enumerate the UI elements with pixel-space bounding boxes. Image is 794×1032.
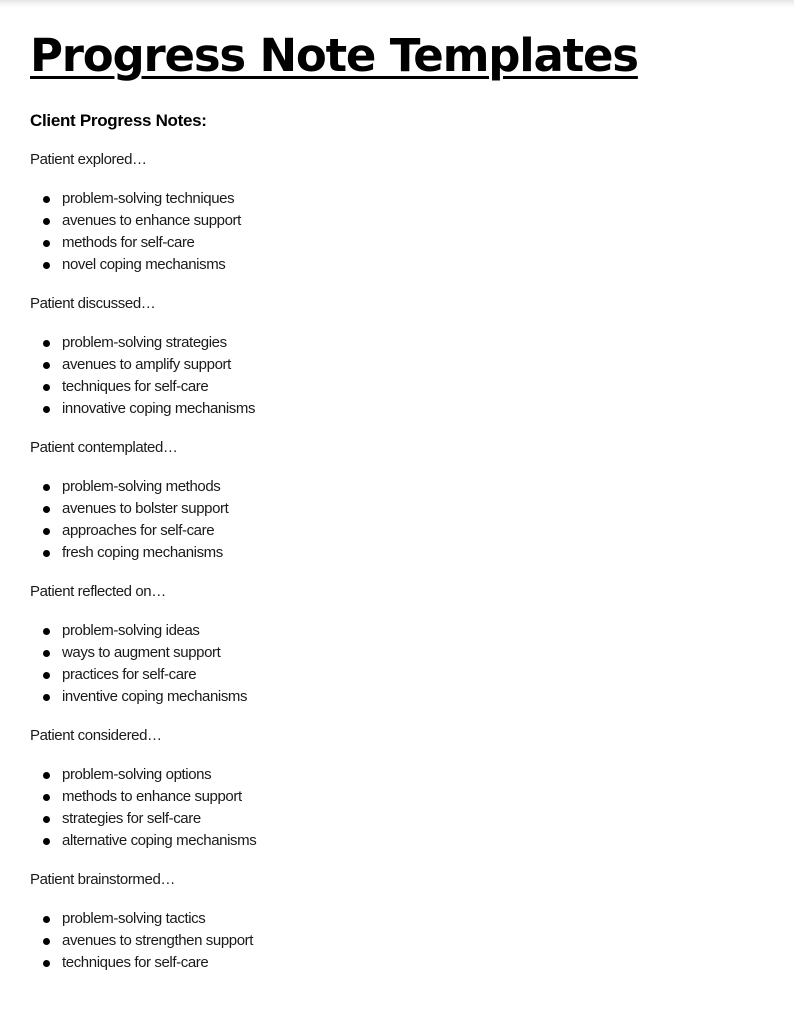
- list-item-text: problem-solving techniques: [62, 190, 235, 207]
- list-item-text: methods to enhance support: [62, 788, 242, 805]
- note-section: [30, 438, 770, 564]
- bullet-list: [30, 332, 770, 420]
- list-item: [30, 254, 770, 276]
- bullet-list: [30, 188, 770, 276]
- section-heading: Patient reflected on…: [30, 583, 166, 600]
- list-item: [30, 232, 770, 254]
- bullet-icon: [43, 916, 50, 923]
- list-item: [30, 764, 770, 786]
- list-item-text: avenues to enhance support: [62, 212, 241, 229]
- list-item: [30, 808, 770, 830]
- list-item: [30, 642, 770, 664]
- bullet-list: [30, 764, 770, 852]
- list-item: [30, 354, 770, 376]
- page-top-shadow: [0, 0, 794, 8]
- note-section: [30, 870, 770, 974]
- bullet-icon: [43, 240, 50, 247]
- list-item: [30, 542, 770, 564]
- list-item-text: techniques for self-care: [62, 954, 209, 971]
- list-item-text: practices for self-care: [62, 666, 197, 683]
- list-item: [30, 952, 770, 974]
- bullet-icon: [43, 938, 50, 945]
- list-item-text: inventive coping mechanisms: [62, 688, 248, 705]
- list-item: [30, 830, 770, 852]
- section-heading: Patient discussed…: [30, 295, 156, 312]
- bullet-icon: [43, 650, 50, 657]
- list-item-text: avenues to amplify support: [62, 356, 231, 373]
- bullet-icon: [43, 794, 50, 801]
- list-item: [30, 376, 770, 398]
- bullet-icon: [43, 816, 50, 823]
- list-item-text: techniques for self-care: [62, 378, 209, 395]
- section-heading: Patient contemplated…: [30, 439, 178, 456]
- bullet-list: [30, 620, 770, 708]
- list-item-text: innovative coping mechanisms: [62, 400, 256, 417]
- section-heading: Patient brainstormed…: [30, 871, 176, 888]
- list-item-text: avenues to bolster support: [62, 500, 229, 517]
- list-item-text: approaches for self-care: [62, 522, 215, 539]
- list-item-text: alternative coping mechanisms: [62, 832, 257, 849]
- bullet-list: [30, 476, 770, 564]
- bullet-icon: [43, 960, 50, 967]
- list-item: [30, 620, 770, 642]
- list-item-text: problem-solving tactics: [62, 910, 206, 927]
- list-item: [30, 188, 770, 210]
- list-item: [30, 664, 770, 686]
- note-section: [30, 150, 770, 276]
- list-item: [30, 210, 770, 232]
- bullet-icon: [43, 406, 50, 413]
- bullet-icon: [43, 550, 50, 557]
- bullet-icon: [43, 628, 50, 635]
- bullet-icon: [43, 484, 50, 491]
- bullet-list: [30, 908, 770, 974]
- list-item: [30, 908, 770, 930]
- list-item: [30, 332, 770, 354]
- list-item-text: strategies for self-care: [62, 810, 201, 827]
- bullet-icon: [43, 838, 50, 845]
- bullet-icon: [43, 218, 50, 225]
- note-section: [30, 294, 770, 420]
- list-item-text: problem-solving methods: [62, 478, 221, 495]
- section-heading: Patient explored…: [30, 151, 147, 168]
- bullet-icon: [43, 672, 50, 679]
- bullet-icon: [43, 506, 50, 513]
- list-item: [30, 520, 770, 542]
- list-item-text: avenues to strengthen support: [62, 932, 254, 949]
- list-item-text: methods for self-care: [62, 234, 195, 251]
- list-item-text: problem-solving strategies: [62, 334, 227, 351]
- list-item: [30, 476, 770, 498]
- bullet-icon: [43, 362, 50, 369]
- list-item-text: fresh coping mechanisms: [62, 544, 223, 561]
- list-item: [30, 398, 770, 420]
- bullet-icon: [43, 262, 50, 269]
- list-item-text: ways to augment support: [62, 644, 221, 661]
- list-item-text: problem-solving ideas: [62, 622, 200, 639]
- bullet-icon: [43, 384, 50, 391]
- document-subtitle: Client Progress Notes:: [30, 111, 207, 130]
- list-item-text: novel coping mechanisms: [62, 256, 226, 273]
- bullet-icon: [43, 196, 50, 203]
- note-section: [30, 582, 770, 708]
- bullet-icon: [43, 528, 50, 535]
- note-section: [30, 726, 770, 852]
- list-item: [30, 930, 770, 952]
- list-item: [30, 498, 770, 520]
- bullet-icon: [43, 772, 50, 779]
- section-heading: Patient considered…: [30, 727, 162, 744]
- list-item-text: problem-solving options: [62, 766, 212, 783]
- bullet-icon: [43, 694, 50, 701]
- document-title: Progress Note Templates: [30, 29, 638, 82]
- document-page: [30, 26, 770, 974]
- bullet-icon: [43, 340, 50, 347]
- list-item: [30, 786, 770, 808]
- list-item: [30, 686, 770, 708]
